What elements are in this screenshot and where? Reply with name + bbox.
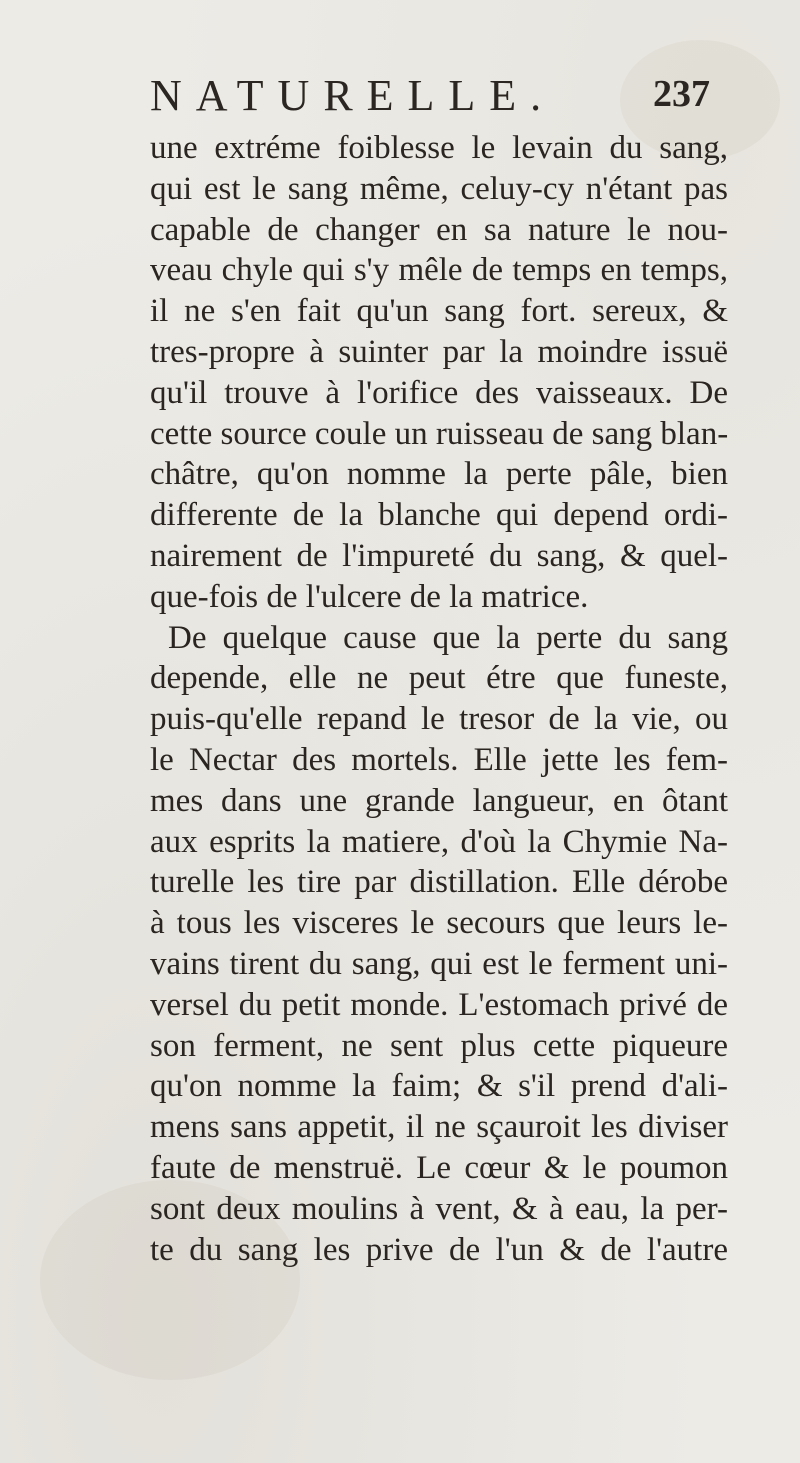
running-head: NATURELLE. — [150, 71, 556, 120]
text-line: une extréme foiblesse le levain du sang, — [150, 130, 728, 166]
text-line: mes dans une grande langueur, en ôtant — [150, 782, 728, 819]
text-line: te du sang les prive de l'un & de l'autre — [150, 1231, 728, 1268]
body-text — [150, 128, 728, 1270]
text-line: qu'on nomme la faim; & s'il prend d'ali- — [150, 1068, 728, 1105]
text-line: châtre, qu'on nomme la perte pâle, bien — [150, 456, 728, 493]
text-line: faute de menstruë. Le cœur & le poumon — [150, 1149, 728, 1186]
text-line: sont deux moulins à vent, & à eau, la per- — [150, 1190, 728, 1227]
text-line: veau chyle qui s'y mêle de temps en temps, — [150, 252, 728, 289]
text-line: il ne s'en fait qu'un sang fort. sereux, & — [150, 293, 728, 330]
text-line: differente de la blanche qui depend ordi- — [150, 497, 728, 534]
text-line: capable de changer en sa nature le nou- — [150, 211, 728, 248]
text-line: puis-qu'elle repand le tresor de la vie, ou — [150, 701, 728, 738]
text-line: vains tirent du sang, qui est le ferment uni- — [150, 945, 728, 982]
text-line: nairement de l'impureté du sang, & quel- — [150, 537, 728, 574]
text-line: versel du petit monde. L'estomach privé de — [150, 986, 728, 1023]
text-line: à tous les visceres le secours que leurs le- — [150, 905, 728, 942]
page-number: 237 — [653, 73, 710, 115]
text-line: depende, elle ne peut étre que funeste, — [150, 660, 728, 697]
text-line: mens sans appetit, il ne sçauroit les diviser — [150, 1109, 728, 1146]
text-line: que-fois de l'ulcere de la matrice. — [150, 578, 589, 615]
text-line: qu'il trouve à l'orifice des vaisseaux. De — [150, 374, 728, 411]
text-line: le Nectar des mortels. Elle jette les fem- — [150, 741, 728, 778]
text-line: qui est le sang même, celuy-cy n'étant pas — [150, 170, 728, 207]
text-line: turelle les tire par distillation. Elle dérobe — [150, 864, 728, 901]
text-line: son ferment, ne sent plus cette piqueure — [150, 1027, 728, 1064]
page-header — [150, 70, 710, 130]
text-line: aux esprits la matiere, d'où la Chymie Na- — [150, 823, 728, 860]
text-line: tres-propre à suinter par la moindre issuë — [150, 333, 728, 370]
text-line: De quelque cause que la perte du sang — [168, 619, 728, 656]
text-line: cette source coule un ruisseau de sang blan- — [150, 415, 728, 452]
